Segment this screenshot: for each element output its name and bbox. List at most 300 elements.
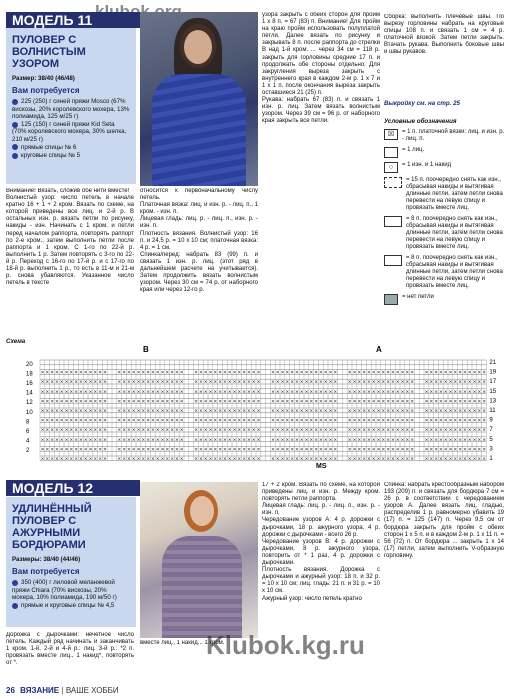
bullet-icon	[12, 603, 18, 609]
cross-stitch-mark: ×	[482, 437, 487, 443]
cross-stitch-mark: ×	[443, 418, 448, 424]
cross-stitch-mark: ×	[40, 399, 45, 405]
cross-stitch-mark: ×	[59, 437, 64, 443]
cross-stitch-mark: ×	[352, 447, 357, 453]
cross-stitch-mark: ×	[151, 457, 155, 462]
cross-stitch-mark: ×	[227, 437, 232, 443]
cross-stitch-mark: ×	[69, 457, 74, 462]
cross-stitch-mark: ×	[136, 380, 141, 386]
row-number-right: 11	[489, 408, 496, 414]
cross-stitch-mark: ×	[242, 457, 247, 462]
cross-stitch-mark: ×	[247, 447, 251, 453]
cross-stitch-mark: ×	[146, 409, 151, 414]
cross-stitch-mark: ×	[482, 418, 487, 424]
cross-stitch-mark: ×	[247, 437, 251, 443]
cross-stitch-mark: ×	[299, 437, 304, 443]
cross-stitch-mark: ×	[434, 409, 439, 414]
model11-materials	[6, 96, 136, 162]
cross-stitch-mark: ×	[275, 399, 280, 405]
cross-stitch-mark: ×	[376, 399, 381, 405]
cross-stitch-mark: ×	[371, 409, 376, 414]
cross-stitch-mark: ×	[175, 399, 179, 405]
cross-stitch-mark: ×	[367, 457, 371, 462]
cross-stitch-mark: ×	[83, 437, 88, 443]
cross-stitch-mark: ×	[391, 457, 395, 462]
cross-stitch-mark: ×	[395, 370, 400, 376]
cross-stitch-mark: ×	[352, 370, 357, 376]
cross-stitch-mark: ×	[227, 428, 232, 434]
model12-col3: 17 + 2 кром. Вязать по схеме, на которой приведены лиц. и изн. р. Между кром. повторять петли раппорта. Лицевая гладь: лиц. р. - лиц. п., изн. р. - изн. п. Чередование узоров А: 4 р. дорожки с дырочками, 18 р. ажурного узора, 4 р. дорожки с дырочками - всего 26 р. Чередование узоров В: 4 р. дорожки с дырочками, 8 р. ажурного узора, повторить от * 1 раз, 4 р. дорожки с дырочками. Плотность вязания. Дорожка с дырочками и ажурный узор: 18 п. и 32 р. = 10 х 10 см; лиц. гладь: 21 п. и 31 р. = 10 х 10 см. Ажурный узор: число петель кратно	[262, 482, 380, 602]
cross-stitch-mark: ×	[314, 457, 319, 462]
cross-stitch-mark: ×	[362, 389, 367, 395]
cross-stitch-mark: ×	[203, 447, 208, 453]
cross-stitch-mark: ×	[69, 428, 74, 434]
legend-item: = 1 лиц.	[384, 147, 506, 158]
cross-stitch-mark: ×	[352, 399, 357, 405]
cross-stitch-mark: ×	[386, 399, 391, 405]
cross-stitch-mark: ×	[410, 418, 415, 424]
cross-stitch-mark: ×	[98, 447, 103, 453]
cross-stitch-mark: ×	[429, 428, 434, 434]
cross-stitch-mark: ×	[98, 389, 103, 395]
cross-stitch-mark: ×	[79, 380, 83, 386]
cross-stitch-mark: ×	[93, 370, 98, 376]
cross-stitch-mark: ×	[165, 418, 170, 424]
cross-stitch-mark: ×	[352, 457, 357, 462]
legend-item: = 8 п. поочередно снять как изн., сбрасывая накиды и вытягивая длинные петли, затем петли снова перевести на левую спицу и провязать вместе лиц.	[384, 216, 506, 251]
cross-stitch-mark: ×	[395, 380, 400, 386]
cross-stitch-mark: ×	[223, 437, 227, 443]
cross-stitch-mark: ×	[309, 437, 314, 443]
cross-stitch-mark: ×	[103, 409, 107, 414]
cross-stitch-mark: ×	[280, 389, 285, 395]
cross-stitch-mark: ×	[275, 409, 280, 414]
cross-stitch-mark: ×	[74, 418, 79, 424]
cross-stitch-mark: ×	[280, 399, 285, 405]
cross-stitch-mark: ×	[155, 447, 160, 453]
cross-stitch-mark: ×	[83, 389, 88, 395]
cross-stitch-mark: ×	[371, 457, 376, 462]
cross-stitch-mark: ×	[395, 389, 400, 395]
cross-stitch-mark: ×	[323, 399, 328, 405]
cross-stitch-mark: ×	[443, 380, 448, 386]
model12-photo	[140, 482, 258, 638]
cross-stitch-mark: ×	[256, 447, 261, 453]
cross-stitch-mark: ×	[146, 437, 151, 443]
cross-stitch-mark: ×	[434, 447, 439, 453]
cross-stitch-mark: ×	[472, 389, 477, 395]
cross-stitch-mark: ×	[247, 428, 251, 434]
cross-stitch-mark: ×	[213, 409, 218, 414]
cross-stitch-mark: ×	[59, 457, 64, 462]
cross-stitch-mark: ×	[395, 409, 400, 414]
cross-stitch-mark: ×	[170, 418, 175, 424]
cross-stitch-mark: ×	[74, 437, 79, 443]
cross-stitch-mark: ×	[117, 418, 122, 424]
cross-stitch-mark: ×	[59, 380, 64, 386]
cross-stitch-mark: ×	[275, 418, 280, 424]
page-number: 26	[6, 686, 15, 695]
cross-stitch-mark: ×	[127, 389, 131, 395]
material-item: прямые и круговые спицы № 4,5	[12, 602, 130, 609]
row-number-right: 9	[489, 417, 493, 424]
cross-stitch-mark: ×	[319, 428, 323, 434]
cross-stitch-mark: ×	[69, 437, 74, 443]
cross-stitch-mark: ×	[151, 380, 155, 386]
cross-stitch-mark: ×	[482, 447, 487, 453]
cross-stitch-mark: ×	[448, 437, 453, 443]
cross-stitch-mark: ×	[160, 418, 165, 424]
cross-stitch-mark: ×	[333, 428, 338, 434]
cross-stitch-mark: ×	[93, 457, 98, 462]
cross-stitch-mark: ×	[323, 389, 328, 395]
cross-stitch-mark: ×	[227, 457, 232, 462]
cross-stitch-mark: ×	[175, 370, 179, 376]
cross-stitch-mark: ×	[271, 389, 275, 395]
cross-stitch-mark: ×	[208, 380, 213, 386]
cross-stitch-mark: ×	[323, 418, 328, 424]
model12-need: Вам потребуется	[12, 567, 80, 577]
cross-stitch-mark: ×	[69, 399, 74, 405]
cross-stitch-mark: ×	[45, 418, 50, 424]
cross-stitch-mark: ×	[285, 409, 290, 414]
cross-stitch-mark: ×	[467, 399, 472, 405]
cross-stitch-mark: ×	[467, 418, 472, 424]
cross-stitch-mark: ×	[40, 409, 45, 414]
legend-item: = 8 п. поочередно снять как изн., сбрасывая накиды и вытягивая длинные петли, затем петли снова перевести на левую спицу и провязать вместе лиц.	[384, 255, 506, 290]
cross-stitch-mark: ×	[299, 389, 304, 395]
cross-stitch-mark: ×	[213, 457, 218, 462]
cross-stitch-mark: ×	[131, 399, 136, 405]
cross-stitch-mark: ×	[367, 399, 371, 405]
cross-stitch-mark: ×	[88, 399, 93, 405]
cross-stitch-mark: ×	[50, 370, 55, 376]
cross-stitch-mark: ×	[271, 409, 275, 414]
cross-stitch-mark: ×	[477, 370, 482, 376]
row-number-right: 7	[489, 427, 493, 434]
pattern-reference: Выкройку см. на стр. 25	[384, 100, 460, 107]
cross-stitch-mark: ×	[251, 428, 256, 434]
cross-stitch-mark: ×	[151, 399, 155, 405]
cross-stitch-mark: ×	[103, 389, 107, 395]
cross-stitch-mark: ×	[55, 409, 59, 414]
cross-stitch-mark: ×	[395, 418, 400, 424]
cross-stitch-mark: ×	[285, 380, 290, 386]
cross-stitch-mark: ×	[155, 457, 160, 462]
cross-stitch-mark: ×	[362, 428, 367, 434]
cross-stitch-mark: ×	[223, 380, 227, 386]
cross-stitch-mark: ×	[141, 380, 146, 386]
cross-stitch-mark: ×	[304, 370, 309, 376]
cross-stitch-mark: ×	[400, 380, 405, 386]
cross-stitch-mark: ×	[357, 399, 362, 405]
cross-stitch-mark: ×	[256, 399, 261, 405]
cross-stitch-mark: ×	[165, 447, 170, 453]
cross-stitch-mark: ×	[122, 389, 127, 395]
cross-stitch-mark: ×	[477, 380, 482, 386]
cross-stitch-mark: ×	[88, 370, 93, 376]
cross-stitch-mark: ×	[424, 447, 429, 453]
cross-stitch-mark: ×	[50, 399, 55, 405]
cross-stitch-mark: ×	[55, 389, 59, 395]
cross-stitch-mark: ×	[304, 380, 309, 386]
cross-stitch-mark: ×	[218, 389, 223, 395]
cross-stitch-mark: ×	[347, 380, 352, 386]
cross-stitch-mark: ×	[290, 399, 295, 405]
cross-stitch-mark: ×	[434, 389, 439, 395]
cross-stitch-mark: ×	[357, 370, 362, 376]
cross-stitch-mark: ×	[405, 457, 410, 462]
cross-stitch-mark: ×	[391, 380, 395, 386]
cross-stitch-mark: ×	[213, 380, 218, 386]
yarn-over-icon: ○	[384, 162, 398, 173]
cross-stitch-mark: ×	[333, 418, 338, 424]
cross-stitch-mark: ×	[439, 437, 443, 443]
cross-stitch-mark: ×	[98, 399, 103, 405]
cross-stitch-mark: ×	[424, 437, 429, 443]
cross-stitch-mark: ×	[213, 370, 218, 376]
cross-stitch-mark: ×	[443, 370, 448, 376]
cross-stitch-mark: ×	[203, 389, 208, 395]
model12-col4: Спинка: набрать крестообразным набором 193 (209) п. и связать для бордюра 7 см = 26 р. в соответствии с чередованием узоров А. Далее вязать лиц. гладью, распределив 1 р. равномерно убавить 19 (17) п. = 125 (147) п. Через 9,5 см от бордюра закрыть для пройм с обеих сторон 1 х 5 п. и в каждом 2-м р. 1 х 11 п. = 56 (72) п. От бордюра ... закрыть 1 х 14 (17) петли, затем выполнить V-образную горловину.	[384, 482, 504, 559]
cross-stitch-mark: ×	[304, 457, 309, 462]
cross-stitch-mark: ×	[165, 457, 170, 462]
cross-stitch-mark: ×	[400, 399, 405, 405]
cross-stitch-mark: ×	[424, 399, 429, 405]
cross-stitch-mark: ×	[146, 428, 151, 434]
cross-stitch-mark: ×	[203, 409, 208, 414]
cross-stitch-mark: ×	[467, 380, 472, 386]
cross-stitch-mark: ×	[155, 418, 160, 424]
cross-stitch-mark: ×	[103, 437, 107, 443]
cross-stitch-mark: ×	[227, 370, 232, 376]
cross-stitch-mark: ×	[429, 418, 434, 424]
cross-stitch-mark: ×	[434, 399, 439, 405]
cross-stitch-mark: ×	[362, 437, 367, 443]
cross-stitch-mark: ×	[395, 447, 400, 453]
cross-stitch-mark: ×	[319, 447, 323, 453]
cross-stitch-mark: ×	[208, 418, 213, 424]
cross-stitch-mark: ×	[237, 370, 242, 376]
cross-stitch-mark: ×	[424, 370, 429, 376]
cross-stitch-mark: ×	[251, 409, 256, 414]
cross-stitch-mark: ×	[88, 437, 93, 443]
cross-stitch-mark: ×	[227, 447, 232, 453]
cross-stitch-mark: ×	[218, 370, 223, 376]
cross-stitch-mark: ×	[482, 428, 487, 434]
cross-stitch-mark: ×	[309, 418, 314, 424]
cross-stitch-mark: ×	[319, 457, 323, 462]
cross-stitch-mark: ×	[127, 409, 131, 414]
cross-stitch-mark: ×	[357, 428, 362, 434]
cross-stitch-mark: ×	[391, 437, 395, 443]
cross-stitch-mark: ×	[328, 428, 333, 434]
cross-stitch-mark: ×	[199, 437, 203, 443]
cross-stitch-mark: ×	[223, 409, 227, 414]
cross-stitch-mark: ×	[165, 380, 170, 386]
cross-stitch-mark: ×	[69, 370, 74, 376]
cross-stitch-mark: ×	[232, 428, 237, 434]
cross-stitch-mark: ×	[103, 428, 107, 434]
cross-stitch-mark: ×	[424, 428, 429, 434]
cross-stitch-mark: ×	[299, 370, 304, 376]
cross-stitch-mark: ×	[333, 437, 338, 443]
cross-stitch-mark: ×	[103, 447, 107, 453]
cross-stitch-mark: ×	[299, 380, 304, 386]
cross-stitch-mark: ×	[218, 418, 223, 424]
cross-stitch-mark: ×	[463, 389, 467, 395]
cross-stitch-mark: ×	[227, 380, 232, 386]
cross-stitch-mark: ×	[371, 399, 376, 405]
cross-stitch-mark: ×	[213, 399, 218, 405]
cross-stitch-mark: ×	[146, 418, 151, 424]
cross-stitch-mark: ×	[463, 418, 467, 424]
watermark-bottom: Klubok.kg.ru	[206, 630, 365, 660]
cross-stitch-mark: ×	[410, 380, 415, 386]
cross-stitch-mark: ×	[155, 428, 160, 434]
cross-stitch-mark: ×	[477, 399, 482, 405]
cross-stitch-mark: ×	[477, 437, 482, 443]
model12-col1: Дорожка с дырочками: нечетное число петель. Каждый ряд начинать и заканчивать 1 кром. 1-й, 2-й и 4-й р.: лиц. 3-й р.: *2 п. провязать вместе лиц., 1 накид*, повторять от *.	[6, 632, 134, 667]
cross-stitch-mark: ×	[141, 399, 146, 405]
cross-stitch-mark: ×	[371, 389, 376, 395]
cross-stitch-mark: ×	[242, 380, 247, 386]
legend-item: ○ = 1 изн. и 1 накид	[384, 162, 506, 173]
cross-stitch-mark: ×	[242, 409, 247, 414]
cross-stitch-mark: ×	[458, 409, 463, 414]
cross-stitch-mark: ×	[98, 437, 103, 443]
cross-stitch-mark: ×	[69, 380, 74, 386]
cross-stitch-mark: ×	[271, 447, 275, 453]
cross-stitch-mark: ×	[362, 370, 367, 376]
cross-stitch-mark: ×	[127, 447, 131, 453]
cross-stitch-mark: ×	[410, 447, 415, 453]
cross-stitch-mark: ×	[376, 418, 381, 424]
cross-stitch-mark: ×	[448, 409, 453, 414]
cross-stitch-mark: ×	[405, 418, 410, 424]
cross-stitch-mark: ×	[280, 380, 285, 386]
cross-stitch-mark: ×	[69, 389, 74, 395]
cross-stitch-mark: ×	[280, 370, 285, 376]
cross-stitch-mark: ×	[285, 428, 290, 434]
cross-stitch-mark: ×	[179, 457, 184, 462]
cross-stitch-mark: ×	[256, 389, 261, 395]
cross-stitch-mark: ×	[429, 447, 434, 453]
cross-stitch-mark: ×	[357, 389, 362, 395]
cross-stitch-mark: ×	[448, 370, 453, 376]
row-number-right: 5	[489, 436, 493, 443]
cross-stitch-mark: ×	[74, 389, 79, 395]
cross-stitch-mark: ×	[88, 418, 93, 424]
cross-stitch-mark: ×	[400, 457, 405, 462]
cross-stitch-mark: ×	[314, 418, 319, 424]
cross-stitch-mark: ×	[251, 399, 256, 405]
cross-stitch-mark: ×	[83, 399, 88, 405]
cross-stitch-mark: ×	[328, 389, 333, 395]
cross-stitch-mark: ×	[40, 389, 45, 395]
cross-stitch-mark: ×	[247, 418, 251, 424]
model12-sweater	[162, 536, 242, 638]
cross-stitch-mark: ×	[304, 437, 309, 443]
cross-stitch-mark: ×	[79, 457, 83, 462]
cross-stitch-mark: ×	[40, 418, 45, 424]
cross-stitch-mark: ×	[410, 428, 415, 434]
cross-stitch-mark: ×	[103, 418, 107, 424]
cross-stitch-mark: ×	[290, 418, 295, 424]
cross-stitch-mark: ×	[362, 380, 367, 386]
cross-stitch-mark: ×	[405, 447, 410, 453]
cross-stitch-mark: ×	[429, 437, 434, 443]
cross-stitch-mark: ×	[400, 389, 405, 395]
magazine-title: ВЯЗАНИЕ	[20, 686, 60, 695]
cross-stitch-mark: ×	[146, 380, 151, 386]
cross-stitch-mark: ×	[146, 447, 151, 453]
cross-stitch-mark: ×	[463, 399, 467, 405]
cross-stitch-mark: ×	[131, 380, 136, 386]
cross-stitch-mark: ×	[347, 457, 352, 462]
row-number-left: 18	[26, 371, 33, 378]
model12-title: УДЛИНЁННЫЙ ПУЛОВЕР С АЖУРНЫМИ БОРДЮРАМИ	[12, 503, 92, 551]
cross-stitch-mark: ×	[271, 380, 275, 386]
cross-stitch-mark: ×	[391, 428, 395, 434]
knitting-scheme	[0, 340, 511, 476]
cross-stitch-mark: ×	[295, 370, 299, 376]
cross-stitch-mark: ×	[256, 428, 261, 434]
cross-stitch-mark: ×	[155, 380, 160, 386]
cross-stitch-mark: ×	[290, 447, 295, 453]
cross-stitch-mark: ×	[151, 389, 155, 395]
cross-stitch-mark: ×	[400, 409, 405, 414]
cross-stitch-mark: ×	[160, 437, 165, 443]
cross-stitch-mark: ×	[50, 380, 55, 386]
cross-stitch-mark: ×	[439, 418, 443, 424]
cross-stitch-mark: ×	[472, 447, 477, 453]
cross-stitch-mark: ×	[429, 409, 434, 414]
cross-stitch-mark: ×	[59, 428, 64, 434]
cross-stitch-mark: ×	[347, 409, 352, 414]
cross-stitch-mark: ×	[59, 370, 64, 376]
cross-stitch-mark: ×	[309, 428, 314, 434]
cross-stitch-mark: ×	[328, 418, 333, 424]
cross-stitch-mark: ×	[376, 409, 381, 414]
cross-stitch-mark: ×	[319, 437, 323, 443]
cross-stitch-mark: ×	[319, 418, 323, 424]
cross-stitch-mark: ×	[434, 457, 439, 462]
cross-stitch-mark: ×	[88, 389, 93, 395]
material-item: прямые спицы № 6	[12, 144, 130, 151]
cross-stitch-mark: ×	[256, 380, 261, 386]
cross-stitch-mark: ×	[136, 457, 141, 462]
cross-stitch-mark: ×	[482, 457, 487, 462]
cross-stitch-mark: ×	[179, 389, 184, 395]
cross-stitch-mark: ×	[218, 428, 223, 434]
cross-stitch-mark: ×	[458, 447, 463, 453]
scheme-label: Схема	[6, 338, 26, 345]
cross-stitch-mark: ×	[59, 409, 64, 414]
cross-stitch-mark: ×	[141, 409, 146, 414]
row-number-right: 21	[489, 360, 497, 366]
cross-stitch-mark: ×	[314, 447, 319, 453]
cross-stitch-mark: ×	[453, 457, 458, 462]
row-number-left: 14	[26, 390, 33, 397]
cross-stitch-mark: ×	[453, 370, 458, 376]
cross-stitch-mark: ×	[117, 380, 122, 386]
cross-stitch-mark: ×	[256, 418, 261, 424]
cross-stitch-mark: ×	[391, 418, 395, 424]
cross-stitch-mark: ×	[194, 447, 199, 453]
cross-stitch-mark: ×	[482, 399, 487, 405]
cross-stitch-mark: ×	[93, 389, 98, 395]
